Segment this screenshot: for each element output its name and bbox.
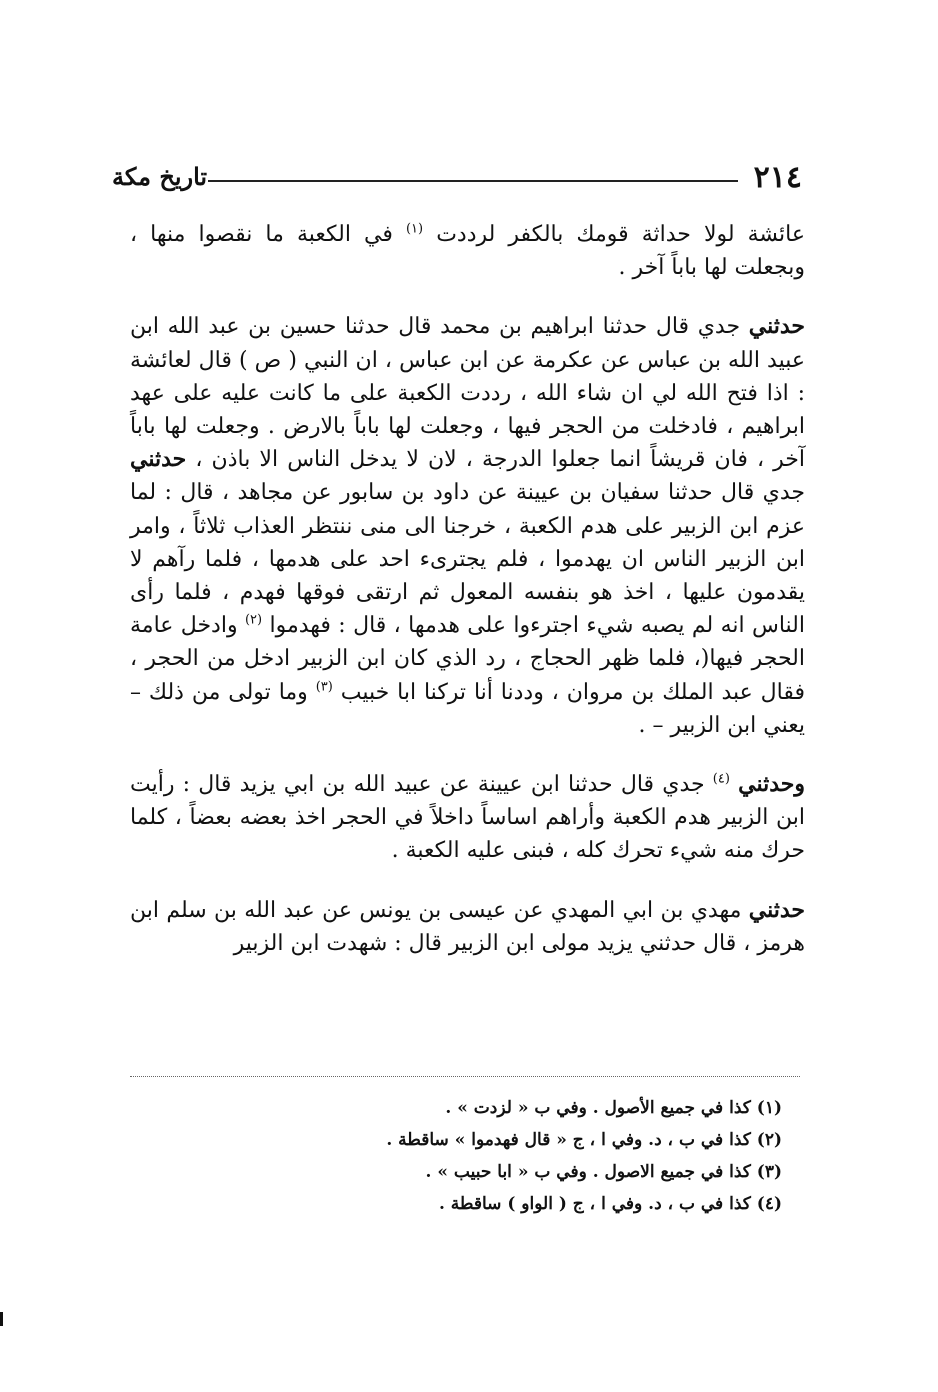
footnote-ref-3: (٣) bbox=[315, 679, 333, 695]
footnote-4: (٤) كذا في ب ، د. وفي ا ، ج ( الواو ) ساقطة . bbox=[438, 1194, 782, 1214]
header-rule bbox=[208, 180, 738, 182]
footnote-3: (٣) كذا في جميع الاصول . وفي ب « ابا حبيب » . bbox=[425, 1162, 782, 1182]
page-number: ٢١٤ bbox=[753, 160, 802, 195]
paragraph-lead-word: وحدثني bbox=[738, 771, 805, 798]
scan-edge-mark bbox=[0, 1312, 3, 1326]
main-text bbox=[130, 218, 805, 960]
footnotes bbox=[282, 1092, 782, 1220]
paragraph-lead-word: حدثني bbox=[748, 896, 805, 923]
paragraph-2 bbox=[130, 310, 805, 742]
paragraph-4 bbox=[130, 894, 805, 960]
paragraph-3 bbox=[130, 768, 805, 868]
running-title: تاريخ مكة bbox=[112, 162, 208, 191]
paragraph-text: وما تولى من ذلك – يعني ابن الزبير – . bbox=[130, 679, 805, 738]
footnote-ref-2: (٢) bbox=[244, 612, 263, 628]
footnote-separator bbox=[130, 1076, 800, 1077]
page-header bbox=[112, 160, 802, 200]
inline-lead-word: حدثني bbox=[130, 446, 187, 473]
paragraph-text: جدي قال حدثنا ابن عيينة عن عبيد الله بن ابي يزيد قال : رأيت ابن الزبير هدم الكعبة وأراهم اساساً داخلاً في الحجر اخذ بعضه بعضاً ، كلما حرك منه شيء تحرك كله ، فبنى عليه الكعبة . bbox=[130, 772, 805, 864]
footnote-ref-1: (١) bbox=[405, 221, 424, 237]
paragraph-text: جدي قال حدثنا سفيان بن عيينة عن داود بن سابور عن مجاهد ، قال : لما عزم ابن الزبير على هدم الكعبة ، خرجنا الى منى ننتظر العذاب ثلاثاً ، وامر ابن الزبير الناس ان يهدموا ، فلم يجترىء احد على هدمها ، فلما رآهم لا يقدمون عليها ، اخذ هو بنفسه المعول ثم ارتقى فوقها فهدم ، فلما رأى الناس انه لم يصبه شيء اجترءوا على هدمها ، قال : فهدموا bbox=[130, 480, 805, 639]
paragraph-lead-word: حدثني bbox=[748, 313, 805, 340]
paragraph-text: جدي قال حدثنا ابراهيم بن محمد قال حدثنا حسين بن عبد الله ابن عبيد الله بن عباس عن عكرمة عن ابن عباس ، ان النبي ( ص ) قال لعائشة : اذا فتح الله لي ان شاء الله ، رددت الكعبة على ما كانت عليه على عهد ابراهيم ، فادخلت من الحجر فيها ، وجعلت لها باباً بالارض . وجعلت لها باباً آخر ، فان قريشاً انما جعلوا الدرجة ، لان لا يدخل الناس الا باذن ، bbox=[130, 314, 806, 473]
footnote-2: (٢) كذا في ب ، د. وفي ا ، ج « قال فهدموا » ساقطة . bbox=[386, 1130, 782, 1150]
footnote-ref-4: (٤) bbox=[712, 771, 730, 787]
paragraph-text: في الكعبة ما نقصوا منها ، وبجعلت لها باباً آخر . bbox=[130, 222, 805, 281]
paragraph-text: عائشة لولا حداثة قومك بالكفر لرددت bbox=[436, 222, 806, 247]
footnote-1: (١) كذا في جميع الأصول . وفي ب « لزدت » . bbox=[445, 1098, 782, 1118]
paragraph-text: مهدي بن ابي المهدي عن عيسى بن يونس عن عبد الله بن سلم ابن هرمز ، قال حدثني يزيد مولى ابن الزبير قال : شهدت ابن الزبير bbox=[130, 897, 805, 956]
paragraph-text: وادخل عامة الحجر فيها(، فلما ظهر الحجاج ، رد الذي كان ابن الزبير ادخل من الحجر ، فقال عبد الملك بن مروان ، وددنا أنا تركنا ابا خبيب bbox=[130, 613, 806, 705]
paragraph-1 bbox=[130, 218, 805, 284]
